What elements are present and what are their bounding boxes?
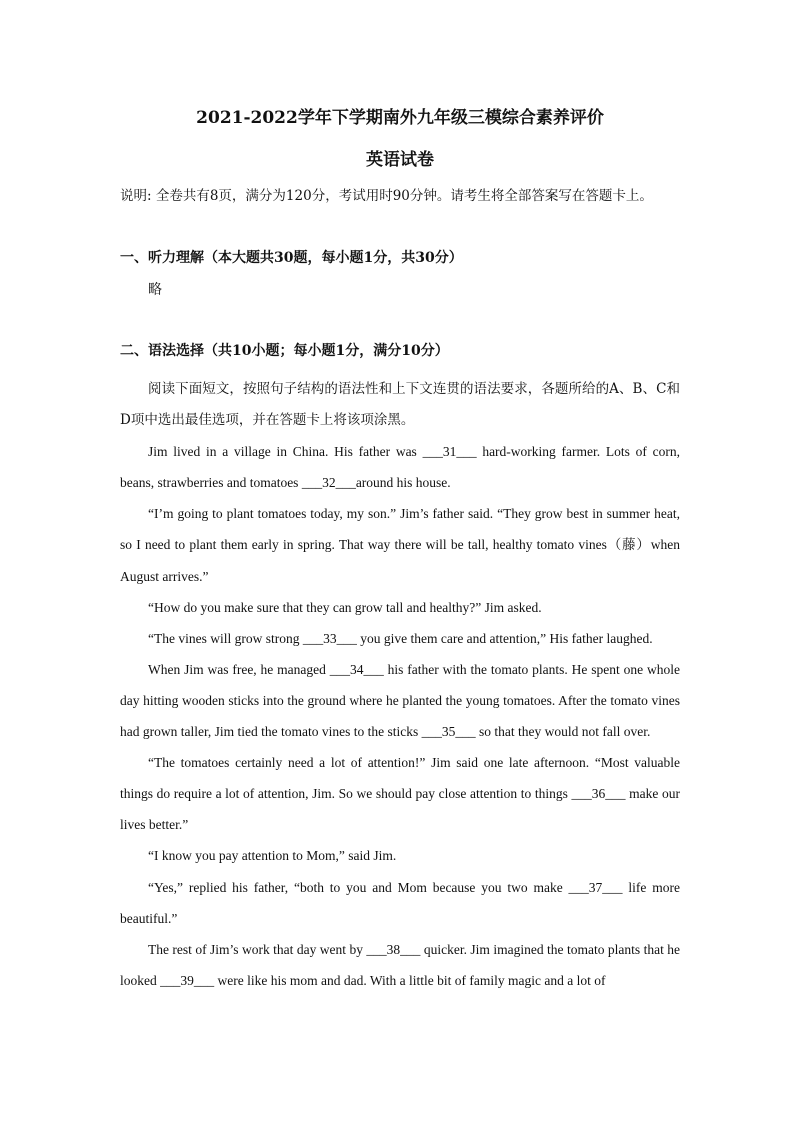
- section-grammar-heading: 二、语法选择（共10小题；每小题1分，满分10分）: [120, 343, 449, 359]
- passage-paragraph-6: “The tomatoes certainly need a lot of attention!” Jim said one late afternoon. “Most valuable things do require a lot of attention, Jim. So we should pay close attention to things ___36___ make our lives better.”: [120, 755, 680, 833]
- exam-subtitle: 英语试卷: [366, 150, 434, 170]
- grammar-passage: [120, 374, 680, 996]
- passage-paragraph-9: The rest of Jim’s work that day went by ___38___ quicker. Jim imagined the tomato plants that he looked ___39___ were like his mom and dad. With a little bit of family magic and a lot of: [120, 941, 680, 988]
- passage-paragraph-5: When Jim was free, he managed ___34___ his father with the tomato plants. He spent one whole day hitting wooden sticks into the ground where he planted the young tomatoes. After the tomato vines had grown taller, Jim tied the tomato vines to the sticks ___35___ so that they would not fall over.: [120, 661, 680, 740]
- section-listening-content: 略: [148, 282, 162, 298]
- passage-paragraph-3: “How do you make sure that they can grow tall and healthy?” Jim asked.: [148, 599, 542, 615]
- section-listening-heading: 一、听力理解（本大题共30题，每小题1分，共30分）: [120, 250, 463, 266]
- exam-title: 2021-2022学年下学期南外九年级三模综合素养评价: [196, 108, 604, 128]
- exam-instructions-note: 说明: 全卷共有8页，满分为120分，考试用时90分钟。请考生将全部答案写在答题卡上。: [120, 188, 653, 204]
- passage-paragraph-7: “I know you pay attention to Mom,” said Jim.: [148, 848, 397, 864]
- passage-paragraph-1: Jim lived in a village in China. His father was ___31___ hard-working farmer. Lots of corn, beans, strawberries and tomatoes ___32___around his house.: [120, 444, 680, 491]
- passage-paragraph-8: “Yes,” replied his father, “both to you and Mom because you two make ___37___ life more beautiful.”: [120, 879, 680, 926]
- passage-paragraph-4: “The vines will grow strong ___33___ you give them care and attention,” His father laughed.: [148, 630, 653, 646]
- passage-paragraph-2: “I’m going to plant tomatoes today, my son.” Jim’s father said. “They grow best in summer heat, so I need to plant them early in spring. That way there will be tall, healthy tomato vines（藤）when August arrives.”: [120, 506, 680, 584]
- grammar-instructions: 阅读下面短文，按照句子结构的语法性和上下文连贯的语法要求，各题所给的A、B、C和D项中选出最佳选项，并在答题卡上将该项涂黑。: [120, 381, 680, 429]
